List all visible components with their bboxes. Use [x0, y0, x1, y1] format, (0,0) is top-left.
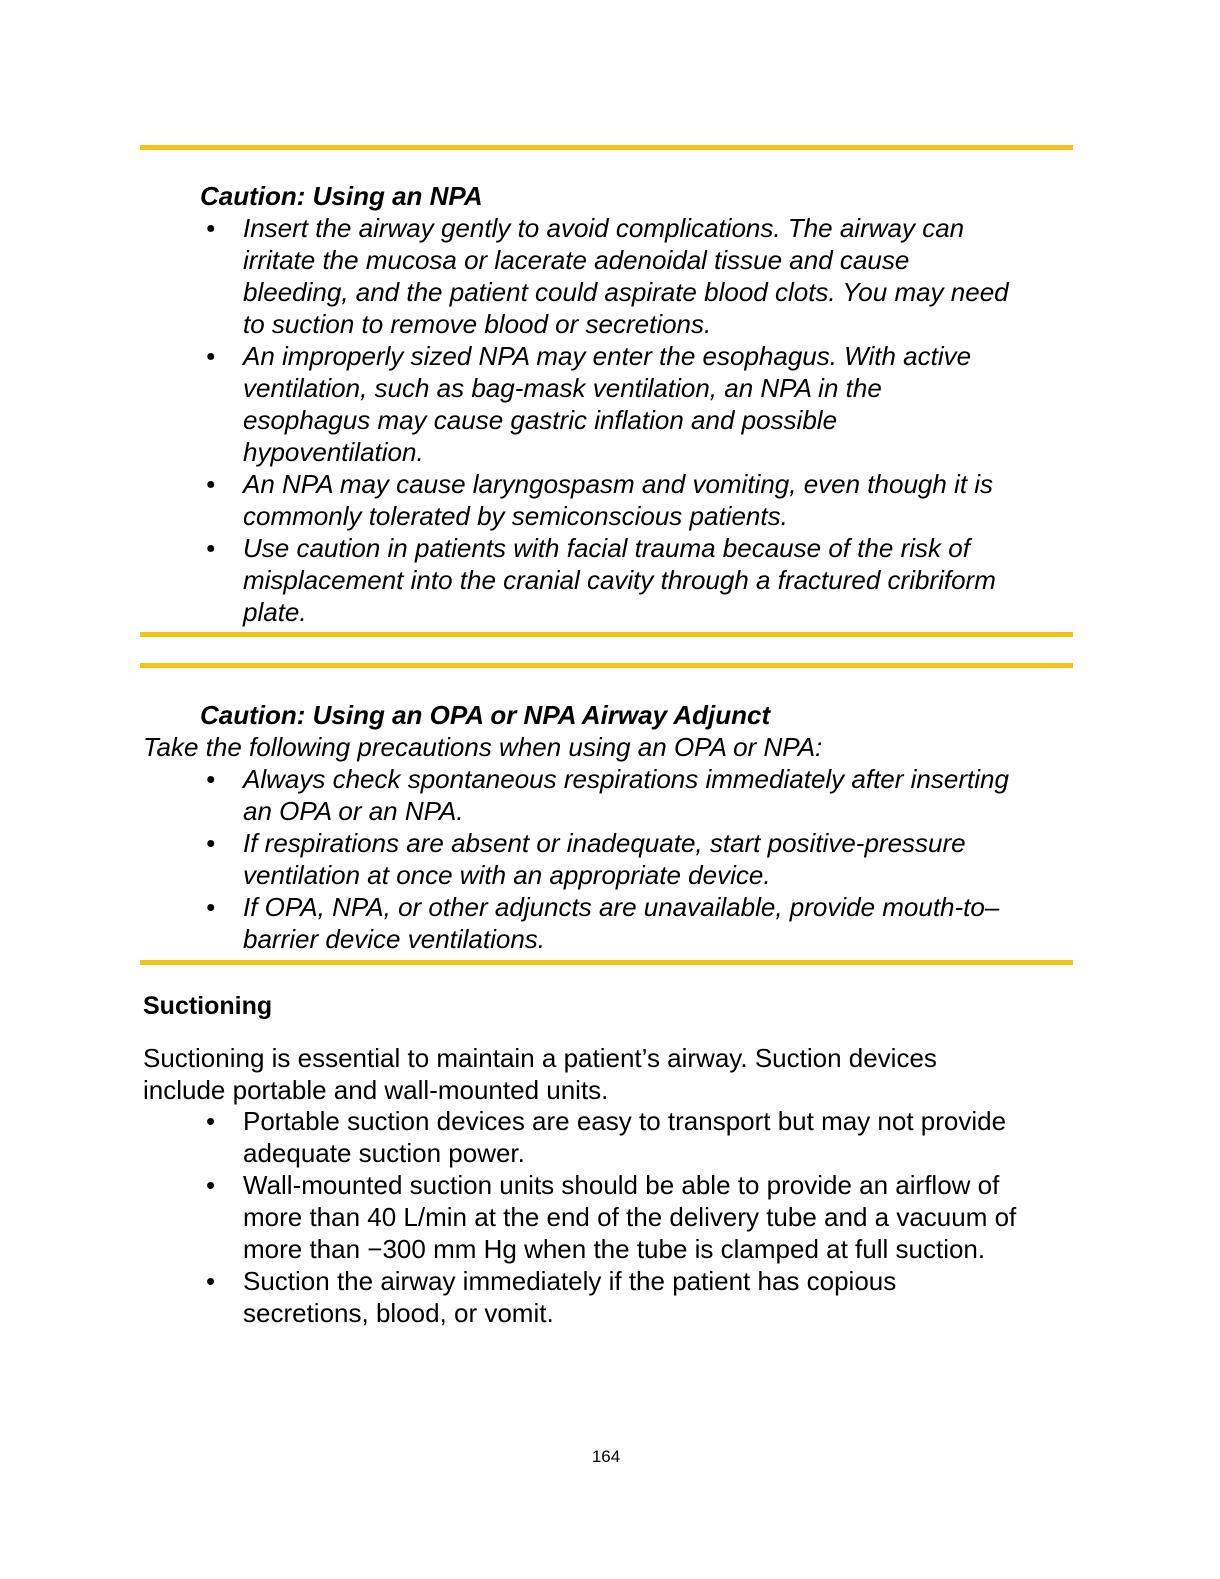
bullet-icon: • — [206, 828, 216, 858]
list-item: • If OPA, NPA, or other adjuncts are unavailable, provide mouth-to– barrier device ventilations. — [206, 892, 1000, 954]
list-item: • An NPA may cause laryngospasm and vomiting, even though it is commonly tolerated by semiconscious patients. — [206, 469, 994, 531]
bullet-icon: • — [206, 533, 216, 563]
list-item: • Suction the airway immediately if the patient has copious secretions, blood, or vomit. — [206, 1266, 897, 1328]
caution-adjunct-title: Caution: Using an OPA or NPA Airway Adjunct — [200, 700, 771, 730]
caution-box-bottom-rule — [140, 632, 1073, 637]
list-item: • Wall-mounted suction units should be able to provide an airflow of more than 40 L/min at the end of the delivery tube and a vacuum of more than −300 mm Hg when the tube is clamped at full suction. — [206, 1170, 1017, 1264]
list-item: • Always check spontaneous respirations immediately after inserting an OPA or an NPA. — [206, 764, 1009, 826]
bullet-icon: • — [206, 1106, 216, 1136]
bullet-icon: • — [206, 764, 216, 794]
section-heading-suctioning: Suctioning — [143, 992, 273, 1020]
suctioning-paragraph: Suctioning is essential to maintain a patient’s airway. Suction devices include portable and wall-mounted units. — [143, 1043, 937, 1105]
caution-adjunct-intro: Take the following precautions when using an OPA or NPA: — [143, 732, 823, 762]
bullet-icon: • — [206, 1266, 216, 1296]
suctioning-list — [0, 1105, 1220, 1329]
caution-npa-title: Caution: Using an NPA — [200, 181, 483, 211]
bullet-icon: • — [206, 1170, 216, 1200]
list-item: • An improperly sized NPA may enter the esophagus. With active ventilation, such as bag-mask ventilation, an NPA in the esophagus may cause gastric inflation and possible hypoventilation. — [206, 341, 972, 467]
bullet-icon: • — [206, 469, 216, 499]
bullet-icon: • — [206, 213, 216, 243]
caution-box-top-rule — [140, 145, 1073, 150]
bullet-icon: • — [206, 341, 216, 371]
caution-npa-list — [0, 212, 1220, 628]
caution-box-bottom-rule — [140, 960, 1073, 965]
bullet-icon: • — [206, 892, 216, 922]
list-item: • Portable suction devices are easy to transport but may not provide adequate suction power. — [206, 1106, 1007, 1168]
caution-box-top-rule — [140, 663, 1073, 668]
list-item: • Insert the airway gently to avoid complications. The airway can irritate the mucosa or lacerate adenoidal tissue and cause bleeding, and the patient could aspirate blood clots. You may need to suction to remove blood or secretions. — [206, 213, 1009, 339]
caution-adjunct-list — [0, 763, 1220, 955]
list-item: • If respirations are absent or inadequate, start positive-pressure ventilation at once with an appropriate device. — [206, 828, 966, 890]
page-number: 164 — [591, 1447, 621, 1466]
list-item: • Use caution in patients with facial trauma because of the risk of misplacement into the cranial cavity through a fractured cribriform plate. — [206, 533, 996, 627]
